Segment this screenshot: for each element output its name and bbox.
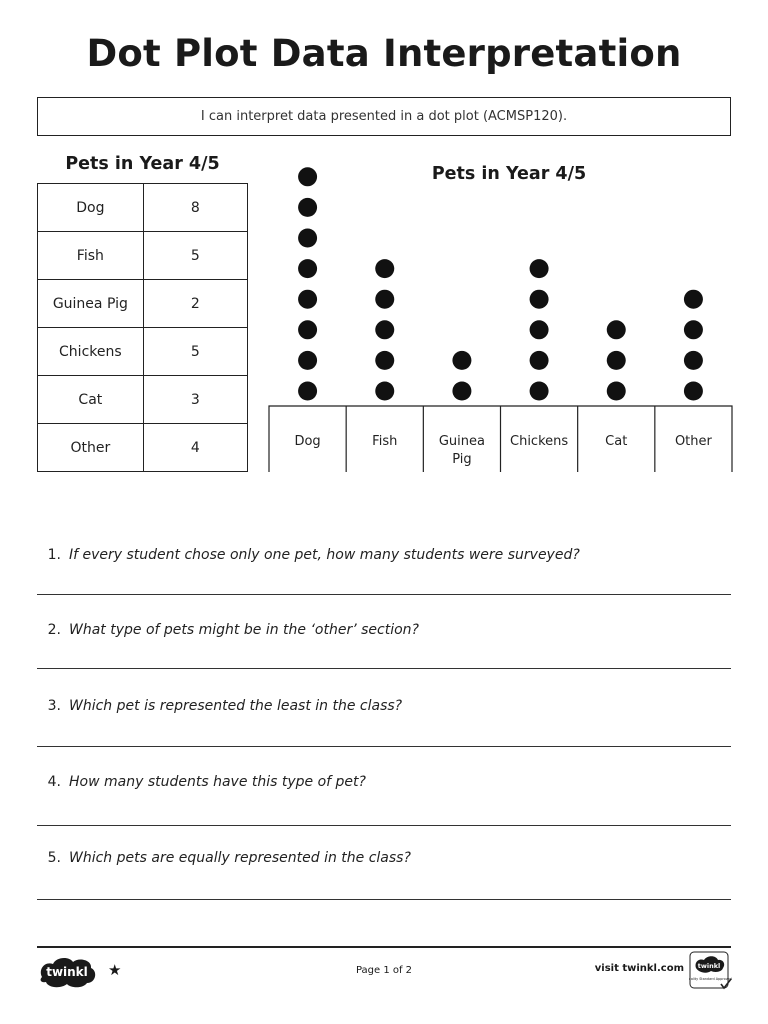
category-label-line: Dog	[294, 434, 321, 449]
question-item	[37, 547, 731, 563]
question-text: What type of pets might be in the ‘other’ section?	[69, 622, 419, 638]
logo-text: twinkl	[46, 965, 88, 979]
data-dot	[375, 290, 394, 309]
data-dot	[375, 351, 394, 370]
category-label-line: Other	[674, 434, 712, 449]
table-row	[38, 232, 248, 280]
pet-name-cell: Other	[38, 424, 144, 472]
answer-line[interactable]	[37, 825, 731, 826]
data-dot	[298, 290, 317, 309]
question-number: 3.	[47, 698, 61, 714]
question-text: If every student chose only one pet, how many students were surveyed?	[69, 547, 580, 563]
star-icon: ★	[108, 961, 122, 979]
data-dot	[684, 320, 703, 339]
category-label	[372, 434, 397, 449]
question-text: Which pets are equally represented in the class?	[69, 850, 411, 866]
table-row	[38, 376, 248, 424]
question-item	[37, 622, 731, 638]
answer-line[interactable]	[37, 594, 731, 595]
question-number: 5.	[47, 850, 61, 866]
pet-count-cell: 4	[143, 424, 247, 472]
learning-objective	[37, 97, 731, 136]
category-label	[294, 434, 320, 449]
question-item	[37, 698, 731, 714]
website-label: visit twinkl.com	[594, 963, 684, 974]
data-dot	[452, 351, 471, 370]
data-dot	[607, 382, 626, 401]
data-dot	[375, 382, 394, 401]
question-item	[37, 850, 731, 866]
badge-text: twinkl	[697, 962, 721, 970]
question-number: 1.	[47, 547, 61, 563]
pet-count-cell: 2	[143, 280, 247, 328]
pet-name-cell: Fish	[38, 232, 144, 280]
data-dot	[530, 351, 549, 370]
data-dot	[298, 167, 317, 186]
pet-count-cell: 8	[143, 184, 247, 232]
category-label	[675, 434, 713, 449]
data-dot	[298, 259, 317, 278]
data-dot	[298, 229, 317, 248]
data-dot	[607, 351, 626, 370]
data-dot	[298, 351, 317, 370]
category-label	[605, 434, 627, 449]
objective-text: I can interpret data presented in a dot plot (ACMSP120).	[200, 109, 568, 124]
data-dot	[530, 259, 549, 278]
table-row	[38, 328, 248, 376]
data-dot	[375, 259, 394, 278]
quality-badge	[689, 951, 733, 991]
question-number: 2.	[47, 622, 61, 638]
category-label-line: Cat	[605, 434, 628, 449]
question-number: 4.	[47, 774, 61, 790]
answer-line[interactable]	[37, 746, 731, 747]
data-dot	[375, 320, 394, 339]
data-dot	[452, 382, 471, 401]
category-axis	[269, 406, 732, 472]
answer-line[interactable]	[37, 668, 731, 669]
data-dot	[684, 290, 703, 309]
pets-table	[37, 183, 248, 472]
page-title: Dot Plot Data Interpretation	[86, 32, 682, 75]
table-row	[38, 424, 248, 472]
table-row	[38, 184, 248, 232]
pet-name-cell: Cat	[38, 376, 144, 424]
pet-name-cell: Dog	[38, 184, 144, 232]
dot-series	[298, 167, 703, 400]
data-dot	[530, 382, 549, 401]
chart-title: Pets in Year 4/5	[431, 164, 587, 184]
data-dot	[530, 320, 549, 339]
question-text: Which pet is represented the least in the class?	[69, 698, 403, 714]
category-label	[439, 434, 485, 467]
badge-caption: Quality Standard Approved	[689, 977, 732, 981]
pet-count-cell: 3	[143, 376, 247, 424]
table-title: Pets in Year 4/5	[65, 154, 220, 174]
data-dot	[684, 351, 703, 370]
data-dot	[530, 290, 549, 309]
table-row	[38, 280, 248, 328]
answer-line[interactable]	[37, 899, 731, 900]
category-label-line: Fish	[372, 434, 398, 449]
pet-count-cell: 5	[143, 232, 247, 280]
category-label-line: Chickens	[510, 434, 569, 449]
pet-name-cell: Chickens	[38, 328, 144, 376]
category-label-line: Guinea	[438, 434, 485, 449]
data-dot	[298, 382, 317, 401]
question-text: How many students have this type of pet?	[69, 774, 366, 790]
data-dot	[684, 382, 703, 401]
data-dot	[298, 320, 317, 339]
page-number: Page 1 of 2	[355, 965, 413, 976]
footer-divider	[37, 946, 731, 948]
pet-name-cell: Guinea Pig	[38, 280, 144, 328]
dot-plot	[262, 155, 734, 473]
category-label	[510, 434, 568, 449]
pet-count-cell: 5	[143, 328, 247, 376]
question-item	[37, 774, 731, 790]
data-dot	[607, 320, 626, 339]
category-label-line: Pig	[452, 452, 472, 467]
data-dot	[298, 198, 317, 217]
